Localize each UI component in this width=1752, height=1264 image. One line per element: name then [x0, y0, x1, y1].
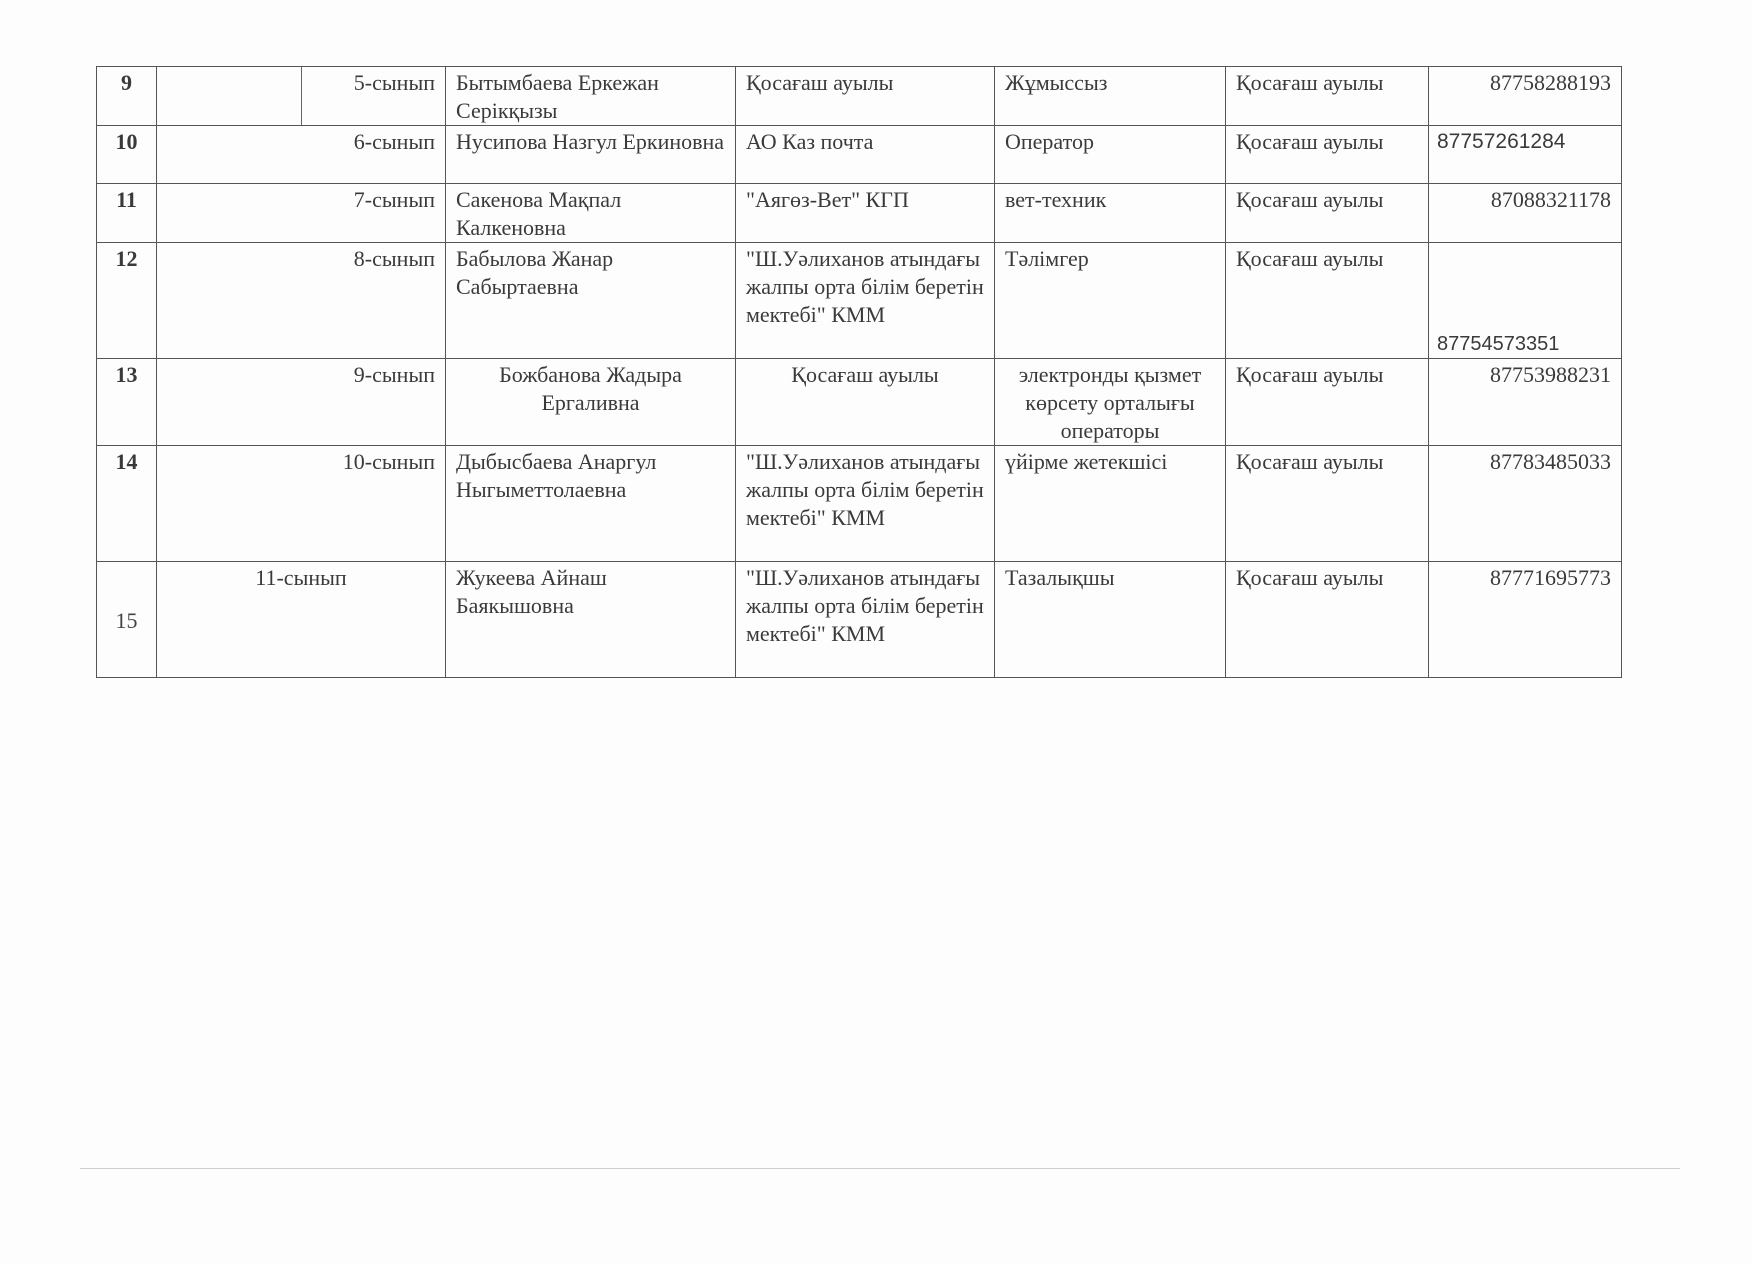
row-number: 11	[97, 184, 157, 243]
address-cell: Қосағаш ауылы	[1226, 446, 1429, 562]
workplace-cell: АО Каз почта	[736, 126, 995, 184]
class-cell: 9-сынып	[157, 359, 446, 446]
position-cell: Тәлімгер	[995, 243, 1226, 359]
table-row	[97, 67, 1622, 126]
row-number: 15	[97, 562, 157, 678]
name-cell: Нусипова Назгул Еркиновна	[446, 126, 736, 184]
workplace-cell: "Ш.Уәлиханов атындағы жалпы орта білім беретін мектебі" КММ	[736, 562, 995, 678]
name-cell: Божбанова Жадыра Ергаливна	[446, 359, 736, 446]
address-cell: Қосағаш ауылы	[1226, 184, 1429, 243]
scan-artifact-line	[80, 1168, 1680, 1169]
workplace-cell: "Ш.Уәлиханов атындағы жалпы орта білім беретін мектебі" КММ	[736, 446, 995, 562]
name-cell: Сакенова Мақпал Калкеновна	[446, 184, 736, 243]
name-cell: Бабылова Жанар Сабыртаевна	[446, 243, 736, 359]
workplace-cell: Қосағаш ауылы	[736, 67, 995, 126]
table-row	[97, 446, 1622, 562]
class-cell: 11-сынып	[157, 562, 446, 678]
class-label: 5-сынып	[353, 70, 435, 95]
position-cell: Жұмыссыз	[995, 67, 1226, 126]
row-number: 12	[97, 243, 157, 359]
position-cell: Оператор	[995, 126, 1226, 184]
name-cell: Дыбысбаева Анаргул Ныгыметтолаевна	[446, 446, 736, 562]
class-cell: 10-сынып	[157, 446, 446, 562]
phone-cell: 87771695773	[1429, 562, 1622, 678]
class-cell: 8-сынып	[157, 243, 446, 359]
table-row	[97, 126, 1622, 184]
address-cell: Қосағаш ауылы	[1226, 126, 1429, 184]
phone-cell: 87783485033	[1429, 446, 1622, 562]
class-cell	[157, 67, 446, 126]
address-cell: Қосағаш ауылы	[1226, 562, 1429, 678]
row-number: 10	[97, 126, 157, 184]
phone-cell: 87758288193	[1429, 67, 1622, 126]
workplace-cell: Қосағаш ауылы	[736, 359, 995, 446]
class-cell: 6-сынып	[157, 126, 446, 184]
position-cell: электронды қызмет көрсету орталығы операторы	[995, 359, 1226, 446]
position-cell: вет-техник	[995, 184, 1226, 243]
parents-table	[96, 66, 1622, 678]
phone-cell: 87757261284	[1429, 126, 1622, 184]
class-cell: 7-сынып	[157, 184, 446, 243]
phone-cell: 87753988231	[1429, 359, 1622, 446]
table-row	[97, 562, 1622, 678]
address-cell: Қосағаш ауылы	[1226, 67, 1429, 126]
address-cell: Қосағаш ауылы	[1226, 243, 1429, 359]
name-cell: Бытымбаева Еркежан Серікқызы	[446, 67, 736, 126]
address-cell: Қосағаш ауылы	[1226, 359, 1429, 446]
row-number: 9	[97, 67, 157, 126]
cell-divider	[301, 67, 302, 125]
row-number: 13	[97, 359, 157, 446]
phone-cell: 87754573351	[1429, 243, 1622, 359]
table-row	[97, 184, 1622, 243]
table-row	[97, 359, 1622, 446]
name-cell: Жукеева Айнаш Баякышовна	[446, 562, 736, 678]
position-cell: үйірме жетекшісі	[995, 446, 1226, 562]
row-number: 14	[97, 446, 157, 562]
phone-cell: 87088321178	[1429, 184, 1622, 243]
table-row	[97, 243, 1622, 359]
workplace-cell: "Аягөз-Вет" КГП	[736, 184, 995, 243]
position-cell: Тазалықшы	[995, 562, 1226, 678]
workplace-cell: "Ш.Уәлиханов атындағы жалпы орта білім беретін мектебі" КММ	[736, 243, 995, 359]
